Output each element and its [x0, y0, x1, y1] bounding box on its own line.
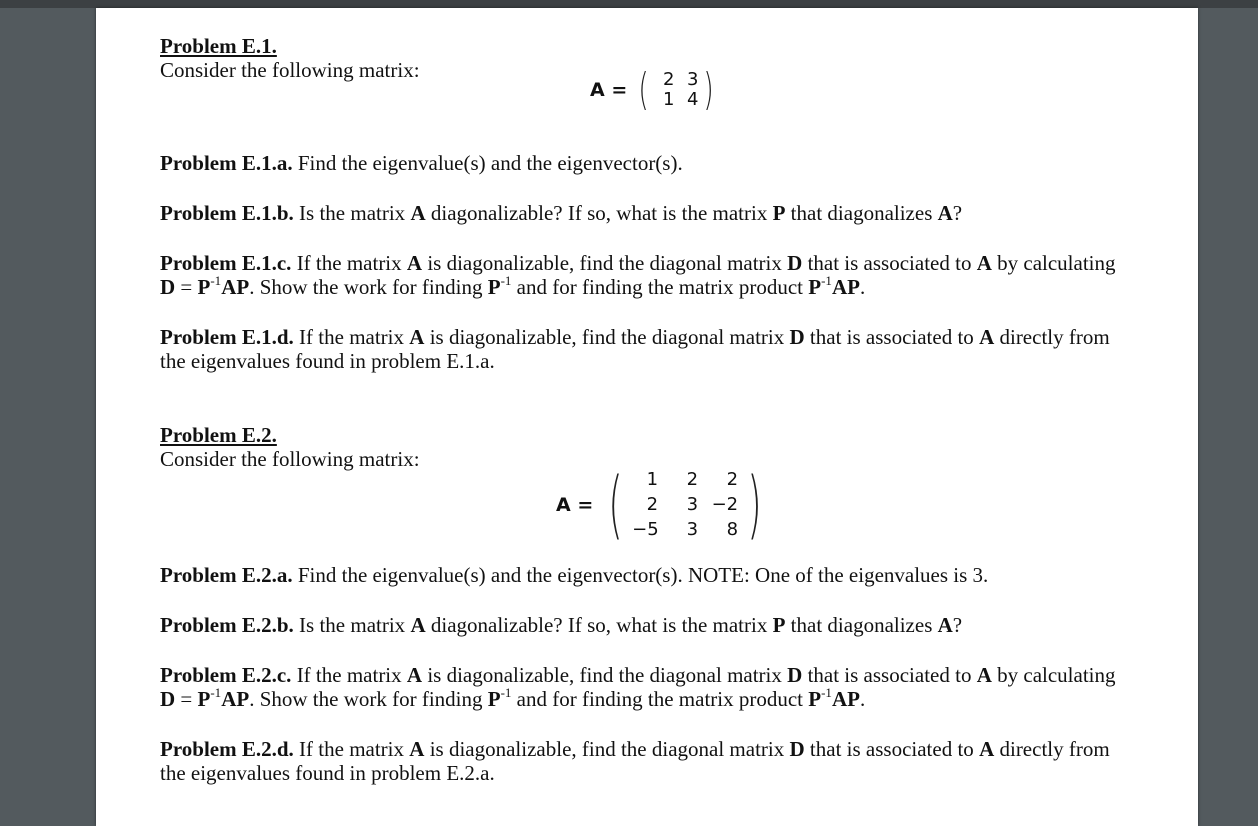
text-run: . Show the work for finding	[249, 687, 488, 711]
text-run: Is the matrix	[293, 613, 411, 637]
matrix-e2	[556, 461, 769, 548]
text-run: diagonalizable? If so, what is the matrix	[425, 201, 773, 225]
document-content	[160, 34, 1140, 785]
text-run: is diagonalizable, find the diagonal matrix	[422, 251, 788, 275]
bold-symbol: A	[979, 737, 995, 761]
text-run: that diagonalizes	[785, 613, 938, 637]
problem-e2d	[160, 737, 1140, 785]
matrix-e2-grid	[630, 467, 740, 542]
text-run: Is the matrix	[293, 201, 411, 225]
matrix-e2-cell: 2	[686, 469, 699, 490]
matrix-e2-cell: 2	[726, 469, 739, 490]
text-run: =	[175, 687, 198, 711]
matrix-e2-cell: 3	[686, 519, 699, 540]
problem-e2c-label: Problem E.2.c.	[160, 663, 292, 687]
bold-symbol: D	[787, 663, 803, 687]
matrix-e1-cell: 2	[662, 69, 675, 90]
text-run: =	[175, 275, 198, 299]
text-run: the eigenvalues found in problem E.2.a.	[160, 761, 495, 785]
viewer-top-strip	[0, 0, 1258, 8]
bold-symbol: A	[976, 251, 992, 275]
matrix-e1	[590, 64, 718, 115]
superscript: -1	[500, 273, 512, 288]
bold-symbol: D	[160, 275, 176, 299]
text-run: . Show the work for finding	[249, 275, 488, 299]
bold-symbol: A	[410, 201, 426, 225]
problem-e2d-label: Problem E.2.d.	[160, 737, 294, 761]
problem-e2b	[160, 613, 1140, 637]
bold-symbol: AP	[221, 275, 250, 299]
problem-e1a-label: Problem E.1.a.	[160, 151, 293, 175]
text-run: and for finding the matrix product	[511, 275, 809, 299]
text-run: that is associated to	[802, 251, 977, 275]
text-run: If the matrix	[293, 325, 410, 349]
bold-symbol: D	[789, 325, 805, 349]
problem-e1b-label: Problem E.1.b.	[160, 201, 294, 225]
text-run: by calculating	[991, 251, 1116, 275]
matrix-e1-left-paren: (	[638, 64, 649, 115]
matrix-e1-grid	[652, 70, 700, 110]
text-run: .	[859, 275, 866, 299]
bold-symbol: AP	[831, 687, 860, 711]
text-run: that is associated to	[802, 663, 977, 687]
problem-e2c	[160, 663, 1140, 711]
problem-e1c	[160, 251, 1140, 299]
text-run: by calculating	[991, 663, 1116, 687]
problem-e1c-label: Problem E.1.c.	[160, 251, 292, 275]
problem-e1d-label: Problem E.1.d.	[160, 325, 294, 349]
matrix-e2-row	[160, 461, 1140, 548]
bold-symbol: A	[937, 613, 953, 637]
matrix-e2-cell: 3	[686, 494, 699, 515]
bold-symbol: P	[772, 613, 786, 637]
bold-symbol: A	[409, 737, 425, 761]
problem-e2-intro: Consider the following matrix:	[160, 447, 420, 471]
text-run: and for finding the matrix product	[511, 687, 809, 711]
problem-e2a	[160, 563, 1140, 587]
problem-e1	[160, 34, 1140, 373]
matrix-e1-cell: 3	[686, 69, 699, 90]
bold-symbol: P	[772, 201, 786, 225]
bold-symbol: D	[787, 251, 803, 275]
text-run: If the matrix	[291, 251, 407, 275]
text-run: is diagonalizable, find the diagonal matrix	[424, 737, 790, 761]
matrix-e2-cell: 8	[726, 519, 739, 540]
text-run: If the matrix	[291, 663, 407, 687]
problem-e2-title: Problem E.2.	[160, 423, 277, 447]
matrix-e2-cell: −5	[632, 519, 659, 540]
matrix-e2-label: A =	[556, 493, 594, 516]
text-run: diagonalizable? If so, what is the matrix	[425, 613, 773, 637]
problem-e2b-label: Problem E.2.b.	[160, 613, 294, 637]
bold-symbol: P	[808, 275, 822, 299]
text-run: directly from	[994, 325, 1110, 349]
bold-symbol: A	[409, 325, 425, 349]
bold-symbol: P	[487, 275, 501, 299]
bold-symbol: P	[197, 275, 211, 299]
problem-e1b	[160, 201, 1140, 225]
text-run: .	[859, 687, 866, 711]
matrix-e2-right-paren: )	[747, 461, 762, 548]
bold-symbol: P	[197, 687, 211, 711]
bold-symbol: A	[406, 251, 423, 275]
matrix-e1-cell: 1	[662, 89, 675, 110]
text-run: is diagonalizable, find the diagonal matrix	[422, 663, 788, 687]
bold-symbol: A	[410, 613, 426, 637]
text-run: that is associated to	[804, 325, 980, 349]
matrix-e2-left-paren: (	[608, 461, 623, 548]
bold-symbol: A	[406, 663, 423, 687]
problem-e1a-text: Find the eigenvalue(s) and the eigenvector(s).	[292, 151, 683, 175]
bold-symbol: AP	[221, 687, 250, 711]
matrix-e1-label: A =	[590, 79, 628, 101]
problem-e2a-label: Problem E.2.a.	[160, 563, 293, 587]
bold-symbol: A	[937, 201, 953, 225]
bold-symbol: D	[789, 737, 805, 761]
matrix-e1-cell: 4	[686, 89, 699, 110]
bold-symbol: AP	[831, 275, 860, 299]
problem-e1-title: Problem E.1.	[160, 34, 277, 58]
text-run: ?	[952, 201, 963, 225]
text-run: If the matrix	[293, 737, 410, 761]
text-run: ?	[952, 613, 963, 637]
bold-symbol: A	[976, 663, 992, 687]
text-run: directly from	[994, 737, 1110, 761]
matrix-e1-right-paren: )	[703, 64, 715, 115]
superscript: -1	[210, 685, 222, 700]
text-run: that diagonalizes	[785, 201, 938, 225]
bold-symbol: A	[979, 325, 995, 349]
superscript: -1	[821, 273, 832, 288]
text-run: is diagonalizable, find the diagonal matrix	[424, 325, 790, 349]
document-page	[96, 8, 1198, 826]
bold-symbol: P	[487, 687, 501, 711]
text-run: the eigenvalues found in problem E.1.a.	[160, 349, 495, 373]
superscript: -1	[821, 685, 832, 700]
bold-symbol: P	[808, 687, 822, 711]
superscript: -1	[210, 273, 222, 288]
problem-e1-intro: Consider the following matrix:	[160, 58, 420, 82]
matrix-e2-cell: 1	[646, 469, 659, 490]
problem-e2	[160, 423, 1140, 785]
superscript: -1	[500, 685, 512, 700]
bold-symbol: D	[160, 687, 176, 711]
text-run: that is associated to	[804, 737, 980, 761]
matrix-e2-cell: −2	[711, 494, 739, 515]
problem-e2a-text: Find the eigenvalue(s) and the eigenvector(s). NOTE: One of the eigenvalues is 3.	[292, 563, 989, 587]
matrix-e2-cell: 2	[646, 494, 659, 515]
problem-e1a	[160, 151, 1140, 175]
problem-e1d	[160, 325, 1140, 373]
